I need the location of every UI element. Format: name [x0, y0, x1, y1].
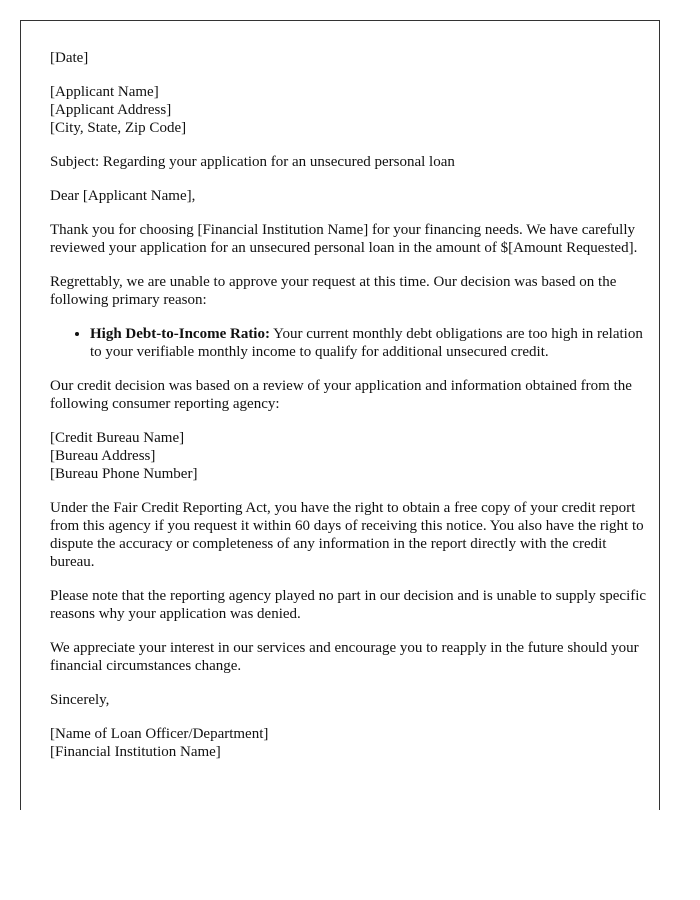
- signature-institution: [Financial Institution Name]: [50, 744, 221, 760]
- bureau-block: [50, 429, 650, 483]
- decision-paragraph: Regrettably, we are unable to approve your request at this time. Our decision was based on the following primary reason:: [50, 274, 617, 308]
- bureau-phone: [Bureau Phone Number]: [50, 466, 198, 482]
- letter-body: [50, 49, 650, 777]
- recipient-block: [50, 83, 650, 137]
- letter-date: [Date]: [50, 50, 89, 66]
- reasons-list: [50, 325, 650, 361]
- bureau-address: [Bureau Address]: [50, 448, 156, 464]
- recipient-address: [Applicant Address]: [50, 102, 172, 118]
- agency-note-paragraph: Please note that the reporting agency played no part in our decision and is unable to supply specific reasons why your application was denied.: [50, 588, 647, 622]
- salutation: Dear [Applicant Name],: [50, 188, 196, 204]
- recipient-name: [Applicant Name]: [50, 84, 159, 100]
- list-item: [90, 325, 650, 361]
- recipient-city-state-zip: [City, State, Zip Code]: [50, 120, 187, 136]
- bureau-name: [Credit Bureau Name]: [50, 430, 185, 446]
- fcra-rights-paragraph: Under the Fair Credit Reporting Act, you have the right to obtain a free copy of your credit report from this agency if you request it within 60 days of receiving this notice. You also have the right to dispute the accuracy or completeness of any information in the report directly with the credit bureau.: [50, 500, 644, 570]
- letter-page: [20, 20, 660, 810]
- letter-subject: Subject: Regarding your application for an unsecured personal loan: [50, 154, 455, 170]
- reapply-paragraph: We appreciate your interest in our services and encourage you to reapply in the future should your financial circumstances change.: [50, 640, 639, 674]
- signature-officer: [Name of Loan Officer/Department]: [50, 726, 269, 742]
- signature-block: [50, 725, 650, 761]
- credit-basis-paragraph: Our credit decision was based on a review of your application and information obtained from the following consumer reporting agency:: [50, 378, 632, 412]
- reason-text: Your current monthly debt obligations are too high in relation to your verifiable monthly income to qualify for additional unsecured credit.: [90, 326, 643, 360]
- reason-title: High Debt-to-Income Ratio:: [90, 326, 270, 342]
- closing: Sincerely,: [50, 692, 110, 708]
- intro-paragraph: Thank you for choosing [Financial Institution Name] for your financing needs. We have carefully reviewed your application for an unsecured personal loan in the amount of $[Amount Requested].: [50, 222, 638, 256]
